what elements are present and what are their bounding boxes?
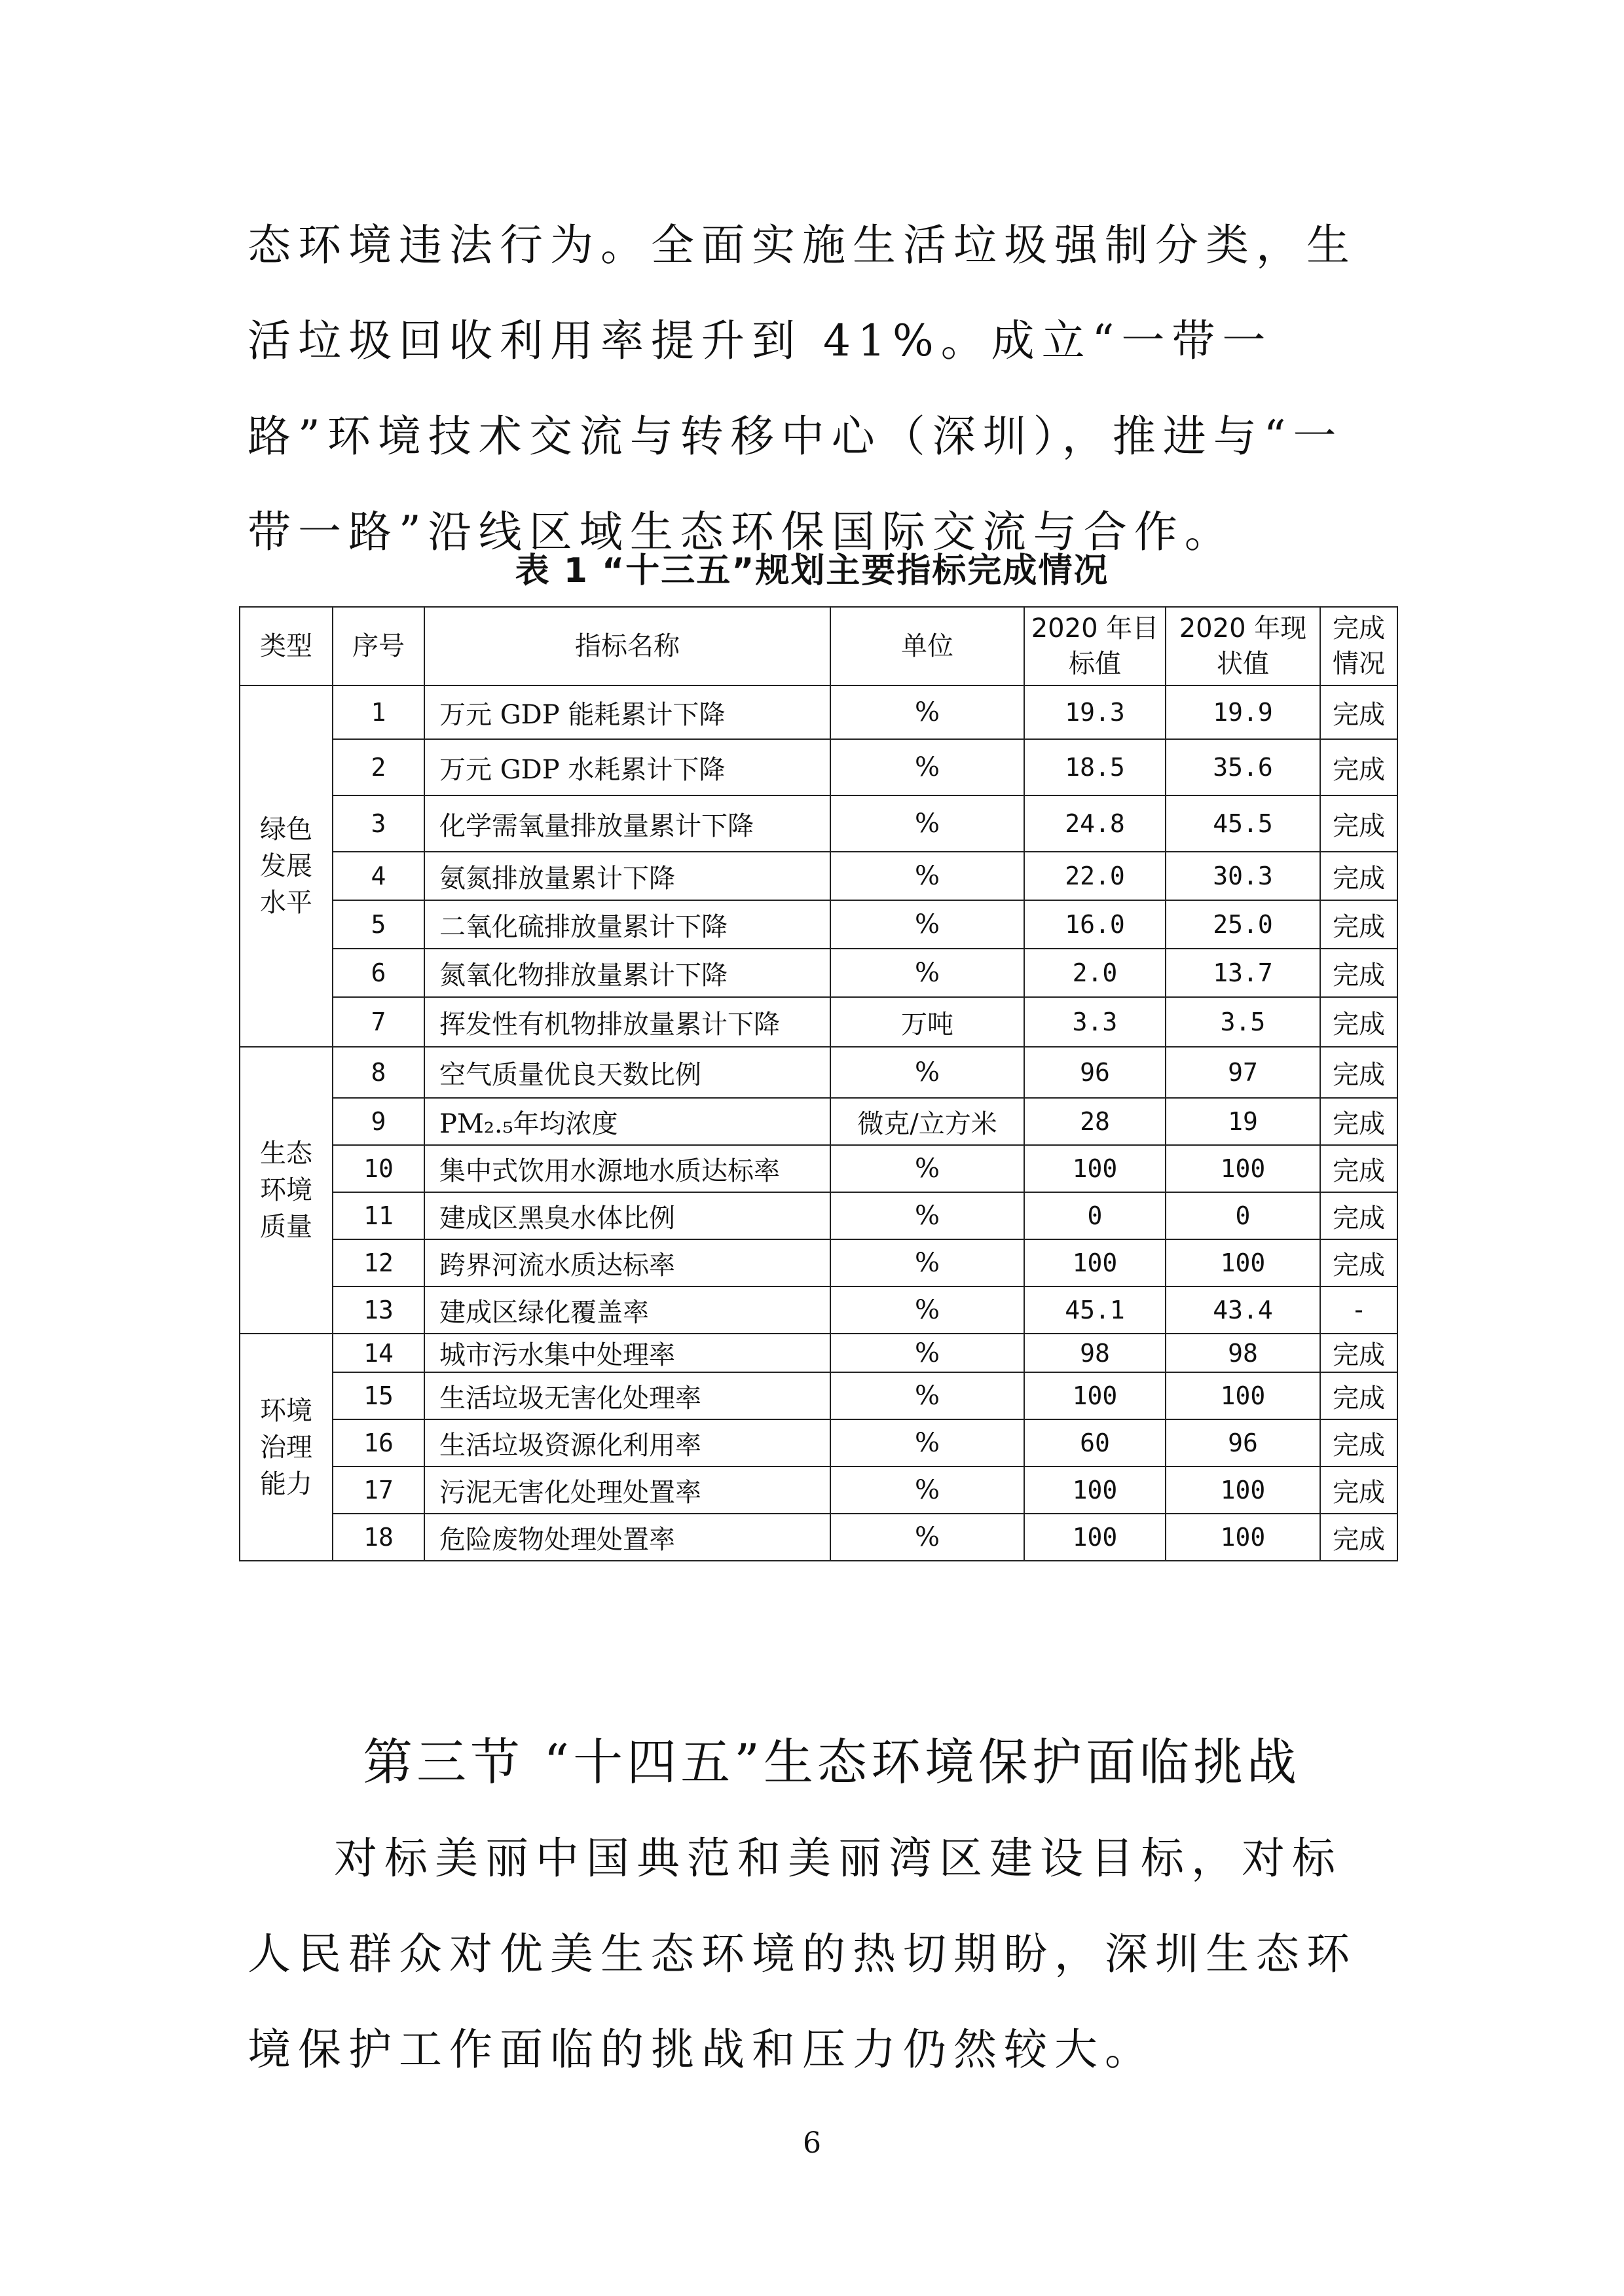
header-name: 指标名称: [424, 607, 830, 685]
actual-value-cell: 100: [1166, 1145, 1320, 1192]
seq-cell: 11: [333, 1192, 424, 1239]
target-value-cell: 100: [1024, 1514, 1166, 1561]
unit-cell: %: [830, 949, 1024, 997]
actual-value-cell: 13.7: [1166, 949, 1320, 997]
table-row: [240, 795, 1397, 852]
table-row: [240, 1239, 1397, 1286]
header-target: 2020 年目标值: [1024, 607, 1166, 685]
table-row: [240, 1192, 1397, 1239]
unit-cell: %: [830, 1467, 1024, 1514]
unit-cell: %: [830, 1514, 1024, 1561]
seq-cell: 12: [333, 1239, 424, 1286]
seq-cell: 16: [333, 1419, 424, 1467]
status-cell: 完成: [1320, 685, 1397, 739]
unit-cell: %: [830, 1372, 1024, 1419]
table-row: [240, 852, 1397, 900]
seq-cell: 15: [333, 1372, 424, 1419]
category-label-line: 生态: [260, 1139, 312, 1169]
table-caption: 表 1 “十三五”规划主要指标完成情况: [515, 551, 1109, 591]
status-cell: 完成: [1320, 852, 1397, 900]
seq-cell: 1: [333, 685, 424, 739]
seq-cell: 3: [333, 795, 424, 852]
category-cell: [240, 1047, 333, 1334]
seq-cell: 17: [333, 1467, 424, 1514]
indicator-name-cell: 万元 GDP 能耗累计下降: [424, 685, 830, 739]
status-cell: -: [1320, 1286, 1397, 1334]
target-value-cell: 60: [1024, 1419, 1166, 1467]
table-row: [240, 949, 1397, 997]
status-cell: 完成: [1320, 1047, 1397, 1098]
actual-value-cell: 30.3: [1166, 852, 1320, 900]
section-title: 第三节 “十四五”生态环境保护面临挑战: [363, 1733, 1301, 1791]
indicator-name-cell: 生活垃圾无害化处理率: [424, 1372, 830, 1419]
seq-cell: 8: [333, 1047, 424, 1098]
target-value-cell: 22.0: [1024, 852, 1166, 900]
seq-cell: 9: [333, 1098, 424, 1145]
indicator-name-cell: PM₂.₅年均浓度: [424, 1098, 830, 1145]
indicator-name-cell: 污泥无害化处理处置率: [424, 1467, 830, 1514]
category-label-line: 能力: [260, 1468, 312, 1499]
status-cell: 完成: [1320, 1192, 1397, 1239]
seq-cell: 6: [333, 949, 424, 997]
unit-cell: %: [830, 685, 1024, 739]
target-value-cell: 18.5: [1024, 739, 1166, 795]
indicator-name-cell: 氨氮排放量累计下降: [424, 852, 830, 900]
page-number: 6: [803, 2126, 821, 2160]
target-value-cell: 100: [1024, 1467, 1166, 1514]
table-row: [240, 1145, 1397, 1192]
status-cell: 完成: [1320, 1467, 1397, 1514]
unit-cell: %: [830, 852, 1024, 900]
table-header-row: [240, 607, 1397, 685]
unit-cell: 微克/立方米: [830, 1098, 1024, 1145]
target-value-cell: 96: [1024, 1047, 1166, 1098]
status-cell: 完成: [1320, 1372, 1397, 1419]
table-row: [240, 739, 1397, 795]
actual-value-cell: 19.9: [1166, 685, 1320, 739]
seq-cell: 7: [333, 997, 424, 1047]
table-row: [240, 1334, 1397, 1372]
actual-value-cell: 97: [1166, 1047, 1320, 1098]
target-value-cell: 2.0: [1024, 949, 1166, 997]
table-row: [240, 1514, 1397, 1561]
actual-value-cell: 0: [1166, 1192, 1320, 1239]
actual-value-cell: 100: [1166, 1467, 1320, 1514]
seq-cell: 4: [333, 852, 424, 900]
table-row: [240, 685, 1397, 739]
actual-value-cell: 98: [1166, 1334, 1320, 1372]
indicator-name-cell: 空气质量优良天数比例: [424, 1047, 830, 1098]
unit-cell: %: [830, 1239, 1024, 1286]
target-value-cell: 3.3: [1024, 997, 1166, 1047]
status-cell: 完成: [1320, 997, 1397, 1047]
table-row: [240, 1467, 1397, 1514]
unit-cell: %: [830, 1286, 1024, 1334]
target-value-cell: 100: [1024, 1372, 1166, 1419]
indicator-name-cell: 危险废物处理处置率: [424, 1514, 830, 1561]
table-row: [240, 1419, 1397, 1467]
seq-cell: 10: [333, 1145, 424, 1192]
target-value-cell: 19.3: [1024, 685, 1166, 739]
indicator-name-cell: 生活垃圾资源化利用率: [424, 1419, 830, 1467]
indicator-table: [239, 606, 1398, 1561]
unit-cell: %: [830, 739, 1024, 795]
indicator-name-cell: 二氧化硫排放量累计下降: [424, 900, 830, 949]
actual-value-cell: 100: [1166, 1372, 1320, 1419]
table-row: [240, 900, 1397, 949]
target-value-cell: 98: [1024, 1334, 1166, 1372]
section-paragraph: 对标美丽中国典范和美丽湾区建设目标，对标人民群众对优美生态环境的热切期盼，深圳生态环境保护工作面临的挑战和压力仍然较大。: [248, 1833, 1357, 2075]
header-unit: 单位: [830, 607, 1024, 685]
actual-value-cell: 35.6: [1166, 739, 1320, 795]
actual-value-cell: 3.5: [1166, 997, 1320, 1047]
indicator-name-cell: 化学需氧量排放量累计下降: [424, 795, 830, 852]
target-value-cell: 100: [1024, 1239, 1166, 1286]
status-cell: 完成: [1320, 1145, 1397, 1192]
table-row: [240, 1047, 1397, 1098]
unit-cell: %: [830, 795, 1024, 852]
header-actual: 2020 年现状值: [1166, 607, 1320, 685]
actual-value-cell: 96: [1166, 1419, 1320, 1467]
status-cell: 完成: [1320, 739, 1397, 795]
indicator-name-cell: 跨界河流水质达标率: [424, 1239, 830, 1286]
indicator-name-cell: 集中式饮用水源地水质达标率: [424, 1145, 830, 1192]
status-cell: 完成: [1320, 900, 1397, 949]
header-category: 类型: [240, 607, 333, 685]
category-label-line: 发展: [260, 851, 312, 881]
unit-cell: %: [830, 1047, 1024, 1098]
indicator-name-cell: 城市污水集中处理率: [424, 1334, 830, 1372]
actual-value-cell: 100: [1166, 1239, 1320, 1286]
table-row: [240, 1098, 1397, 1145]
header-status: 完成情况: [1320, 607, 1397, 685]
table-body: [240, 685, 1397, 1561]
target-value-cell: 100: [1024, 1145, 1166, 1192]
indicator-name-cell: 建成区绿化覆盖率: [424, 1286, 830, 1334]
unit-cell: %: [830, 1419, 1024, 1467]
target-value-cell: 16.0: [1024, 900, 1166, 949]
status-cell: 完成: [1320, 795, 1397, 852]
target-value-cell: 28: [1024, 1098, 1166, 1145]
actual-value-cell: 43.4: [1166, 1286, 1320, 1334]
category-label-line: 绿色: [260, 814, 312, 845]
actual-value-cell: 25.0: [1166, 900, 1320, 949]
category-label-line: 治理: [260, 1432, 312, 1463]
seq-cell: 2: [333, 739, 424, 795]
status-cell: 完成: [1320, 1419, 1397, 1467]
table-row: [240, 997, 1397, 1047]
intro-paragraph: 态环境违法行为。全面实施生活垃圾强制分类，生活垃圾回收利用率提升到 41%。成立“一带一路”环境技术交流与转移中心（深圳），推进与“一带一路”沿线区域生态环保国际交流与合作。: [248, 220, 1357, 557]
actual-value-cell: 100: [1166, 1514, 1320, 1561]
category-label-line: 质量: [260, 1212, 312, 1242]
category-label-line: 水平: [260, 888, 312, 918]
indicator-name-cell: 挥发性有机物排放量累计下降: [424, 997, 830, 1047]
unit-cell: %: [830, 1145, 1024, 1192]
table-row: [240, 1372, 1397, 1419]
seq-cell: 13: [333, 1286, 424, 1334]
status-cell: 完成: [1320, 1098, 1397, 1145]
header-seq: 序号: [333, 607, 424, 685]
unit-cell: %: [830, 900, 1024, 949]
status-cell: 完成: [1320, 1239, 1397, 1286]
target-value-cell: 24.8: [1024, 795, 1166, 852]
seq-cell: 14: [333, 1334, 424, 1372]
indicator-name-cell: 建成区黑臭水体比例: [424, 1192, 830, 1239]
status-cell: 完成: [1320, 1334, 1397, 1372]
category-cell: [240, 1334, 333, 1561]
status-cell: 完成: [1320, 1514, 1397, 1561]
indicator-name-cell: 万元 GDP 水耗累计下降: [424, 739, 830, 795]
seq-cell: 18: [333, 1514, 424, 1561]
status-cell: 完成: [1320, 949, 1397, 997]
unit-cell: %: [830, 1334, 1024, 1372]
category-label-line: 环境: [260, 1175, 312, 1205]
actual-value-cell: 45.5: [1166, 795, 1320, 852]
seq-cell: 5: [333, 900, 424, 949]
table-row: [240, 1286, 1397, 1334]
category-cell: [240, 685, 333, 1047]
target-value-cell: 0: [1024, 1192, 1166, 1239]
indicator-name-cell: 氮氧化物排放量累计下降: [424, 949, 830, 997]
category-label-line: 环境: [260, 1395, 312, 1426]
unit-cell: %: [830, 1192, 1024, 1239]
target-value-cell: 45.1: [1024, 1286, 1166, 1334]
unit-cell: 万吨: [830, 997, 1024, 1047]
actual-value-cell: 19: [1166, 1098, 1320, 1145]
